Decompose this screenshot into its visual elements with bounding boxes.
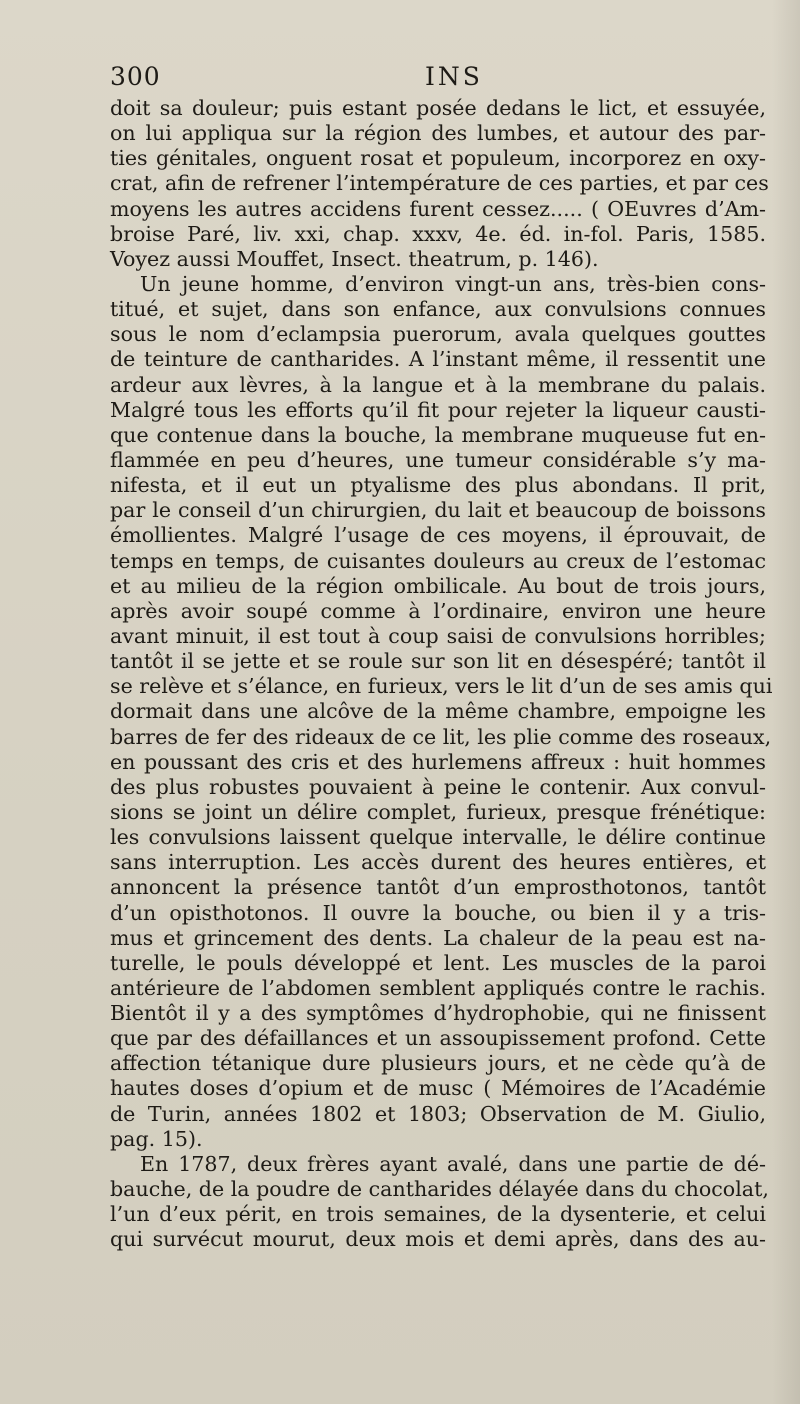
- text-line: des plus robustes pouvaient à peine le contenir. Aux convul-: [110, 774, 766, 799]
- text-line: bauche, de la poudre de cantharides délayée dans du chocolat,: [110, 1177, 769, 1202]
- text-line: après avoir soupé comme à l’ordinaire, environ une heure: [110, 598, 766, 623]
- text-line: tantôt il se jette et se roule sur son lit en désespéré; tantôt il: [110, 649, 766, 674]
- text-line: Bientôt il y a des symptômes d’hydrophobie, qui ne finissent: [110, 1001, 766, 1026]
- text-line: avant minuit, il est tout à coup saisi de convulsions horribles;: [110, 623, 766, 648]
- text-line: qui survécut mourut, deux mois et demi après, dans des au-: [110, 1227, 766, 1252]
- page-edge-shadow: [772, 0, 800, 1404]
- text-line: flammée en peu d’heures, une tumeur considérable s’y ma-: [110, 447, 766, 472]
- body-text: [110, 96, 773, 1252]
- paragraph-start-line: En 1787, deux frères ayant avalé, dans une partie de dé-: [140, 1151, 766, 1176]
- text-line: doit sa douleur; puis estant posée dedans le lict, et essuyée,: [110, 96, 766, 120]
- text-line: Voyez aussi Mouffet, Insect. theatrum, p. 146).: [110, 246, 599, 271]
- text-line: sions se joint un délire complet, furieux, presque frénétique:: [110, 799, 766, 824]
- text-line: hautes doses d’opium et de musc ( Mémoires de l’Académie: [110, 1076, 766, 1101]
- text-line: barres de fer des rideaux de ce lit, les plie comme des roseaux,: [110, 724, 772, 749]
- text-line: l’un d’eux périt, en trois semaines, de la dysenterie, et celui: [110, 1202, 766, 1227]
- text-line: Malgré tous les efforts qu’il fit pour rejeter la liqueur causti-: [110, 397, 766, 422]
- text-line: se relève et s’élance, en furieux, vers le lit d’un de ses amis qui: [110, 674, 773, 699]
- text-line: par le conseil d’un chirurgien, du lait et beaucoup de boissons: [110, 498, 766, 523]
- text-line: affection tétanique dure plusieurs jours, et ne cède qu’à de: [110, 1051, 766, 1076]
- text-line: que contenue dans la bouche, la membrane muqueuse fut en-: [110, 422, 766, 447]
- text-line: turelle, le pouls développé et lent. Les muscles de la paroi: [110, 950, 766, 975]
- text-line: annoncent la présence tantôt d’un emprosthotonos, tantôt: [110, 875, 766, 900]
- text-line: de Turin, années 1802 et 1803; Observation de M. Giulio,: [110, 1101, 766, 1126]
- text-line: ties génitales, onguent rosat et populeum, incorporez en oxy-: [110, 146, 766, 171]
- text-line: ardeur aux lèvres, à la langue et à la membrane du palais.: [110, 372, 766, 397]
- text-line: émollientes. Malgré l’usage de ces moyens, il éprouvait, de: [110, 523, 766, 548]
- text-line: on lui appliqua sur la région des lumbes, et autour des par-: [110, 121, 766, 146]
- text-line: sous le nom d’eclampsia puerorum, avala quelques gouttes: [110, 322, 766, 347]
- text-line: sans interruption. Les accès durent des heures entières, et: [110, 850, 766, 875]
- text-line: en poussant des cris et des hurlemens affreux : huit hommes: [110, 749, 766, 774]
- text-line: les convulsions laissent quelque intervalle, le délire continue: [110, 825, 766, 850]
- running-head: [110, 62, 770, 98]
- text-line: et au milieu de la région ombilicale. Au bout de trois jours,: [110, 573, 766, 598]
- text-line: dormait dans une alcôve de la même chambre, empoigne les: [110, 699, 766, 724]
- text-line: de teinture de cantharides. A l’instant même, il ressentit une: [110, 347, 766, 372]
- text-line: mus et grincement des dents. La chaleur de la peau est na-: [110, 925, 766, 950]
- text-line: titué, et sujet, dans son enfance, aux convulsions connues: [110, 297, 766, 322]
- text-line: nifesta, et il eut un ptyalisme des plus abondans. Il prit,: [110, 473, 766, 498]
- running-title: INS: [425, 62, 483, 91]
- text-line: broise Paré, liv. xxi, chap. xxxv, 4e. éd. in-fol. Paris, 1585.: [110, 221, 766, 246]
- text-line: temps en temps, de cuisantes douleurs au creux de l’estomac: [110, 548, 766, 573]
- text-line: d’un opisthotonos. Il ouvre la bouche, ou bien il y a tris-: [110, 900, 766, 925]
- text-line: pag. 15).: [110, 1126, 203, 1151]
- paragraph-start-line: Un jeune homme, d’environ vingt-un ans, très-bien cons-: [140, 271, 766, 296]
- text-line: crat, afin de refrener l’intempérature de ces parties, et par ces: [110, 171, 769, 196]
- page-number: 300: [110, 62, 161, 91]
- text-line: antérieure de l’abdomen semblent appliqués contre le rachis.: [110, 975, 766, 1000]
- text-line: moyens les autres accidens furent cessez..... ( OEuvres d’Am-: [110, 196, 766, 221]
- text-line: que par des défaillances et un assoupissement profond. Cette: [110, 1026, 766, 1051]
